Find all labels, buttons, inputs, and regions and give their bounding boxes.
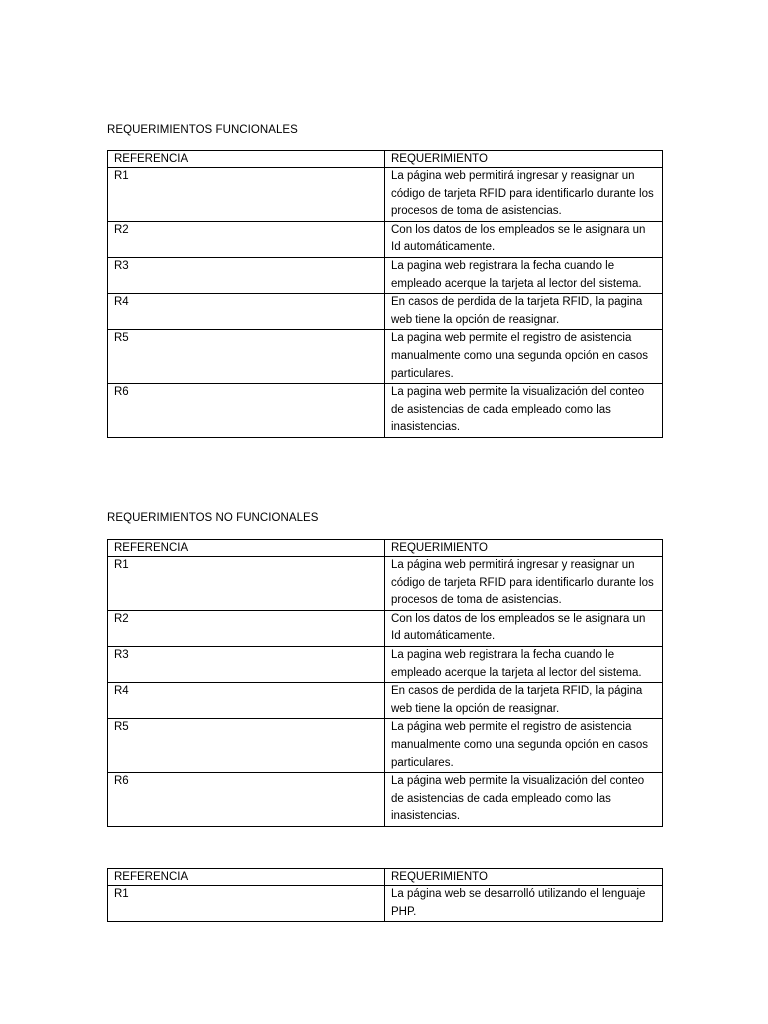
cell-requerimiento: Con los datos de los empleados se le asignara un Id automáticamente.: [385, 610, 663, 646]
table-row: [108, 557, 663, 611]
table-row: [108, 384, 663, 438]
table-row: [108, 683, 663, 719]
table-requerimientos-no-funcionales: [107, 539, 663, 827]
cell-requerimiento: La página web permite la visualización del conteo de asistencias de cada empleado como las inasistencias.: [385, 773, 663, 827]
table-header-row: [108, 540, 663, 557]
column-header-requerimiento: REQUERIMIENTO: [385, 540, 663, 557]
cell-requerimiento: En casos de perdida de la tarjeta RFID, la pagina web tiene la opción de reasignar.: [385, 294, 663, 330]
cell-referencia: R1: [108, 886, 385, 922]
cell-referencia: R6: [108, 384, 385, 438]
table-requerimientos-adicional: [107, 868, 663, 922]
table-header-row: [108, 869, 663, 886]
column-header-referencia: REFERENCIA: [108, 540, 385, 557]
column-header-requerimiento: REQUERIMIENTO: [385, 151, 663, 168]
table-row: [108, 257, 663, 293]
table-header-row: [108, 151, 663, 168]
cell-referencia: R3: [108, 257, 385, 293]
cell-referencia: R1: [108, 168, 385, 222]
cell-requerimiento: En casos de perdida de la tarjeta RFID, la página web tiene la opción de reasignar.: [385, 683, 663, 719]
cell-requerimiento: La página web se desarrolló utilizando el lenguaje PHP.: [385, 886, 663, 922]
cell-referencia: R5: [108, 719, 385, 773]
cell-referencia: R3: [108, 646, 385, 682]
cell-referencia: R2: [108, 610, 385, 646]
column-header-referencia: REFERENCIA: [108, 869, 385, 886]
section-title-funcionales: REQUERIMIENTOS FUNCIONALES: [107, 124, 298, 136]
cell-requerimiento: La pagina web permite la visualización del conteo de asistencias de cada empleado como las inasistencias.: [385, 384, 663, 438]
table-row: [108, 773, 663, 827]
cell-requerimiento: La pagina web registrara la fecha cuando le empleado acerque la tarjeta al lector del sistema.: [385, 257, 663, 293]
table-row: [108, 221, 663, 257]
table-row: [108, 610, 663, 646]
table-row: [108, 646, 663, 682]
table-row: [108, 168, 663, 222]
table-row: [108, 719, 663, 773]
cell-referencia: R4: [108, 294, 385, 330]
table-row: [108, 330, 663, 384]
table-row: [108, 886, 663, 922]
cell-referencia: R2: [108, 221, 385, 257]
column-header-requerimiento: REQUERIMIENTO: [385, 869, 663, 886]
cell-referencia: R5: [108, 330, 385, 384]
cell-referencia: R6: [108, 773, 385, 827]
table-requerimientos-funcionales: [107, 150, 663, 438]
cell-requerimiento: La pagina web permite el registro de asistencia manualmente como una segunda opción en casos particulares.: [385, 330, 663, 384]
cell-referencia: R4: [108, 683, 385, 719]
cell-requerimiento: La página web permitirá ingresar y reasignar un código de tarjeta RFID para identificarlo durante los procesos de toma de asistencias.: [385, 557, 663, 611]
cell-requerimiento: La página web permitirá ingresar y reasignar un código de tarjeta RFID para identificarlo durante los procesos de toma de asistencias.: [385, 168, 663, 222]
cell-requerimiento: Con los datos de los empleados se le asignara un Id automáticamente.: [385, 221, 663, 257]
cell-referencia: R1: [108, 557, 385, 611]
cell-requerimiento: La página web permite el registro de asistencia manualmente como una segunda opción en casos particulares.: [385, 719, 663, 773]
cell-requerimiento: La pagina web registrara la fecha cuando le empleado acerque la tarjeta al lector del sistema.: [385, 646, 663, 682]
section-title-no-funcionales: REQUERIMIENTOS NO FUNCIONALES: [107, 512, 319, 524]
table-row: [108, 294, 663, 330]
column-header-referencia: REFERENCIA: [108, 151, 385, 168]
